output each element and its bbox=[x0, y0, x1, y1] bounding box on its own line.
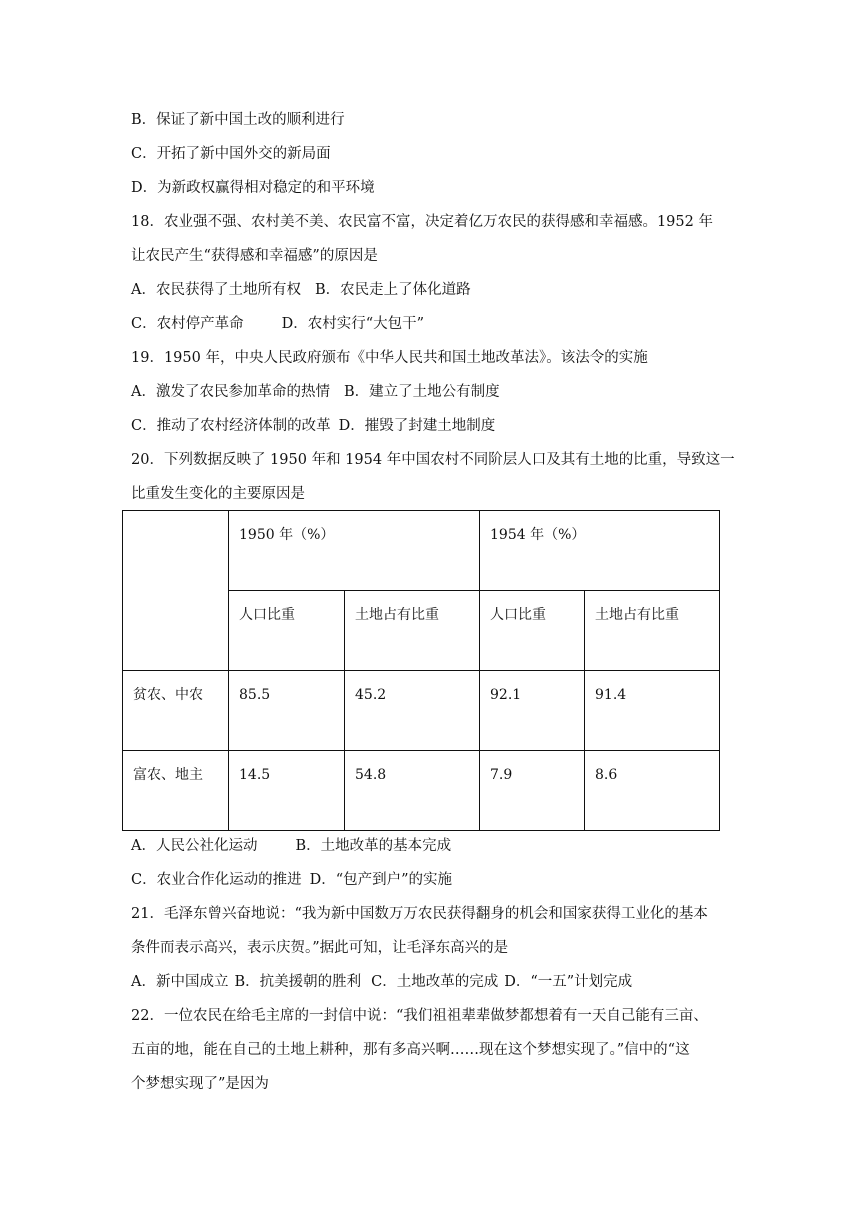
cell-pop-1950: 14.5 bbox=[229, 751, 345, 831]
q21-option-a: A．新中国成立 bbox=[131, 974, 229, 990]
q20-options-ab bbox=[131, 836, 451, 856]
row-label: 富农、地主 bbox=[123, 751, 229, 831]
q19-option-a: A．激发了农民参加革命的热情 bbox=[131, 384, 330, 400]
subheader-land-1954: 土地占有比重 bbox=[585, 591, 720, 671]
q19-stem: 19．1950 年，中央人民政府颁布《中华人民共和国土地改革法》。该法令的实施 bbox=[131, 350, 648, 366]
q21-option-c: C．土地改革的完成 bbox=[371, 974, 499, 990]
q21-options bbox=[131, 972, 632, 992]
q18-option-d: D．农村实行“大包干” bbox=[281, 316, 425, 332]
q18-option-a: A．农民获得了土地所有权 bbox=[131, 282, 301, 298]
cell-land-1950: 45.2 bbox=[345, 671, 480, 751]
q19-options-cd bbox=[131, 416, 495, 436]
header-1954: 1954 年（%） bbox=[480, 511, 720, 591]
q19-option-b: B．建立了土地公有制度 bbox=[343, 384, 500, 400]
q20-option-c: C．农业合作化运动的推进 bbox=[131, 872, 302, 888]
q20-options-cd bbox=[131, 870, 452, 890]
subheader-pop-1954: 人口比重 bbox=[480, 591, 585, 671]
cell-land-1954: 91.4 bbox=[585, 671, 720, 751]
q17-option-c: C．开拓了新中国外交的新局面 bbox=[131, 146, 331, 162]
q18-option-b: B．农民走上了体化道路 bbox=[314, 282, 471, 298]
q20-option-a: A．人民公社化运动 bbox=[131, 838, 258, 854]
q18-stem-line2: 让农民产生“获得感和幸福感”的原因是 bbox=[131, 248, 378, 264]
q18-options-cd bbox=[131, 314, 424, 334]
q21-option-d: D．“一五”计划完成 bbox=[504, 974, 633, 990]
cell-pop-1950: 85.5 bbox=[229, 671, 345, 751]
q18-option-c: C．农村停产革命 bbox=[131, 316, 244, 332]
q20-stem-line2: 比重发生变化的主要原因是 bbox=[131, 486, 305, 502]
subheader-land-1950: 土地占有比重 bbox=[345, 591, 480, 671]
q19-option-c: C．推动了农村经济体制的改革 bbox=[131, 418, 331, 434]
q20-option-b: B．土地改革的基本完成 bbox=[295, 838, 452, 854]
q17-option-d: D．为新政权赢得相对稳定的和平环境 bbox=[131, 180, 375, 196]
q20-option-d: D．“包产到户”的实施 bbox=[309, 872, 453, 888]
cell-land-1954: 8.6 bbox=[585, 751, 720, 831]
table-row bbox=[123, 751, 720, 831]
table-row bbox=[123, 671, 720, 751]
q21-stem-line1: 21．毛泽东曾兴奋地说：“我为新中国数万万农民获得翻身的机会和国家获得工业化的基本 bbox=[131, 906, 708, 922]
table-header-row bbox=[123, 511, 720, 591]
q18-stem-line1: 18．农业强不强、农村美不美、农民富不富，决定着亿万农民的获得感和幸福感。1952 年 bbox=[131, 214, 713, 230]
q17-option-b: B．保证了新中国土改的顺利进行 bbox=[131, 112, 345, 128]
q19-options-ab bbox=[131, 382, 500, 402]
cell-pop-1954: 92.1 bbox=[480, 671, 585, 751]
q22-stem-line1: 22．一位农民在给毛主席的一封信中说：“我们祖祖辈辈做梦都想着有一天自己能有三亩、 bbox=[131, 1008, 708, 1024]
q22-stem-line3: 个梦想实现了”是因为 bbox=[131, 1076, 269, 1092]
cell-land-1950: 54.8 bbox=[345, 751, 480, 831]
q21-option-b: B．抗美援朝的胜利 bbox=[234, 974, 362, 990]
q20-stem-line1: 20．下列数据反映了 1950 年和 1954 年中国农村不同阶层人口及其有土地的比重，导致这一 bbox=[131, 452, 735, 468]
q21-stem-line2: 条件而表示高兴，表示庆贺。”据此可知，让毛泽东高兴的是 bbox=[131, 940, 509, 956]
header-1950: 1950 年（%） bbox=[229, 511, 480, 591]
table-corner-cell bbox=[123, 511, 229, 671]
subheader-pop-1950: 人口比重 bbox=[229, 591, 345, 671]
land-ratio-table bbox=[122, 510, 720, 831]
q22-stem-line2: 五亩的地，能在自己的土地上耕种，那有多高兴啊……现在这个梦想实现了。”信中的“这 bbox=[131, 1042, 690, 1058]
q18-options-ab bbox=[131, 280, 471, 300]
row-label: 贫农、中农 bbox=[123, 671, 229, 751]
cell-pop-1954: 7.9 bbox=[480, 751, 585, 831]
q19-option-d: D．摧毁了封建土地制度 bbox=[338, 418, 496, 434]
